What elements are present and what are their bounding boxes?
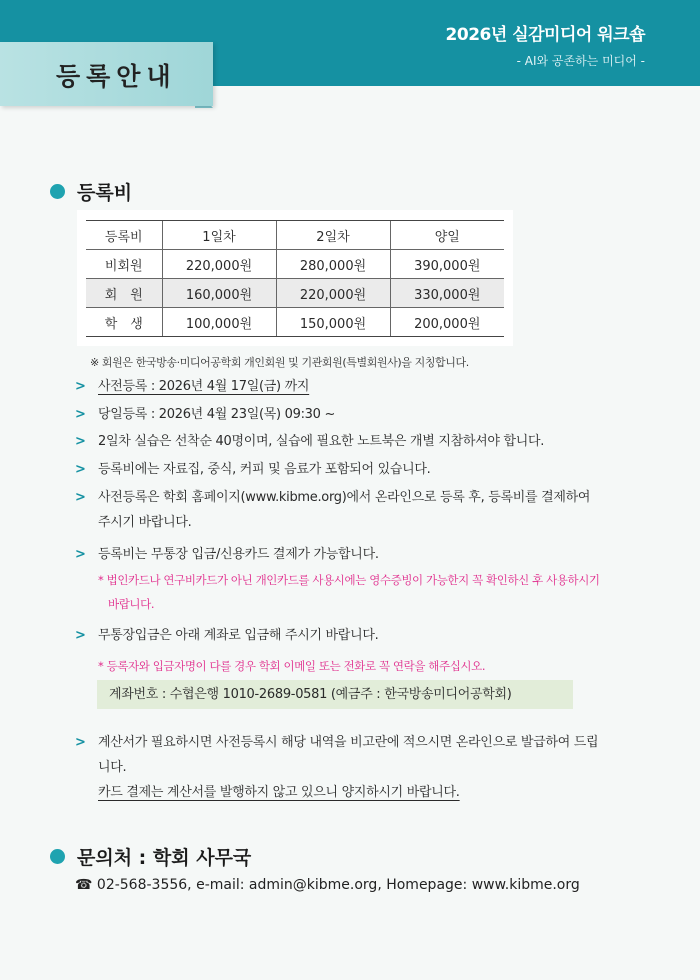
table-cell: 비회원 (86, 250, 162, 279)
chevron-right-icon: > (75, 379, 86, 394)
chevron-right-icon: > (75, 462, 86, 477)
tab-label: 등록안내 (56, 62, 177, 91)
header-cell: 등록비 (86, 221, 162, 250)
online-registration-text-1: 사전등록은 학회 홈페이지(www.kibme.org)에서 온라인으로 등록 후, 등록비를 결제하여 (98, 490, 591, 505)
fee-section-title: 등록비 (77, 182, 133, 204)
chevron-right-icon: > (75, 547, 86, 562)
invoice-text-2: 니다. (98, 760, 127, 775)
chevron-right-icon: > (75, 490, 86, 505)
header-cell: 1일차 (162, 221, 276, 250)
workshop-title: 2026년 실감미디어 워크숍 (445, 25, 645, 45)
includes-text: 등록비에는 자료집, 중식, 커피 및 음료가 포함되어 있습니다. (98, 462, 431, 477)
invoice-text-3: 카드 결제는 계산서를 발행하지 않고 있으니 양지하시기 바랍니다. (98, 785, 460, 800)
chevron-right-icon: > (75, 434, 86, 449)
table-cell: 160,000원 (162, 279, 276, 308)
contact-details-text: 02-568-3556, e-mail: admin@kibme.org, Homepage: www.kibme.org (96, 877, 580, 893)
table-row (86, 279, 504, 308)
online-registration-text-2: 주시기 바랍니다. (98, 515, 192, 530)
header-cell: 양일 (390, 221, 504, 250)
onsite-registration-text: 당일등록 : 2026년 4월 23일(목) 09:30 ~ (98, 407, 336, 422)
chevron-right-icon: > (75, 407, 86, 422)
workshop-subtitle: - AI와 공존하는 미디어 - (516, 54, 645, 68)
account-number-box: 계좌번호 : 수협은행 1010-2689-0581 (예금주 : 한국방송미디어공학회) (97, 680, 573, 709)
chevron-right-icon: > (75, 735, 86, 750)
card-warning-1: * 법인카드나 연구비카드가 아닌 개인카드를 사용시에는 영수증빙이 가능한지 꼭 확인하신 후 사용하시기 (98, 573, 600, 587)
table-cell: 학 생 (86, 308, 162, 337)
table-cell: 회 원 (86, 279, 162, 308)
bullet-icon (50, 849, 65, 864)
member-note: ※ 회원은 한국방송·미디어공학회 개인회원 및 기관회원(특별회원사)을 지칭합니다. (90, 356, 469, 369)
table-cell: 150,000원 (276, 308, 390, 337)
bank-transfer-text: 무통장입금은 아래 계좌로 입금해 주시기 바랍니다. (98, 628, 379, 643)
header-cell: 2일차 (276, 221, 390, 250)
table-cell: 330,000원 (390, 279, 504, 308)
contact-section-heading (50, 843, 251, 870)
fee-table-header (86, 221, 504, 250)
table-cell: 390,000원 (390, 250, 504, 279)
table-cell: 280,000원 (276, 250, 390, 279)
bullet-icon (50, 184, 65, 199)
payment-text: 등록비는 무통장 입금/신용카드 결제가 가능합니다. (98, 547, 379, 562)
table-row (86, 308, 504, 337)
table-cell: 220,000원 (162, 250, 276, 279)
registration-tab (0, 42, 213, 106)
bank-warning: * 등록자와 입금자명이 다를 경우 학회 이메일 또는 전화로 꼭 연락을 해주십시오. (98, 659, 486, 673)
phone-icon: ☎ (75, 877, 93, 893)
table-cell: 100,000원 (162, 308, 276, 337)
day2-practice-text: 2일차 실습은 선착순 40명이며, 실습에 필요한 노트북은 개별 지참하셔야 합니다. (98, 434, 545, 449)
contact-details (75, 877, 580, 893)
pre-registration-text: 사전등록 : 2026년 4월 17일(금) 까지 (98, 379, 310, 394)
card-warning-2: 바랍니다. (108, 597, 155, 611)
contact-section-title: 문의처 : 학회 사무국 (77, 847, 252, 869)
chevron-right-icon: > (75, 628, 86, 643)
table-row (86, 250, 504, 279)
table-cell: 200,000원 (390, 308, 504, 337)
fee-section-heading (50, 178, 132, 205)
invoice-text-1: 계산서가 필요하시면 사전등록시 해당 내역을 비고란에 적으시면 온라인으로 발급하여 드립 (98, 735, 599, 750)
fee-table-card (77, 210, 513, 346)
fee-table (86, 220, 504, 337)
table-cell: 220,000원 (276, 279, 390, 308)
